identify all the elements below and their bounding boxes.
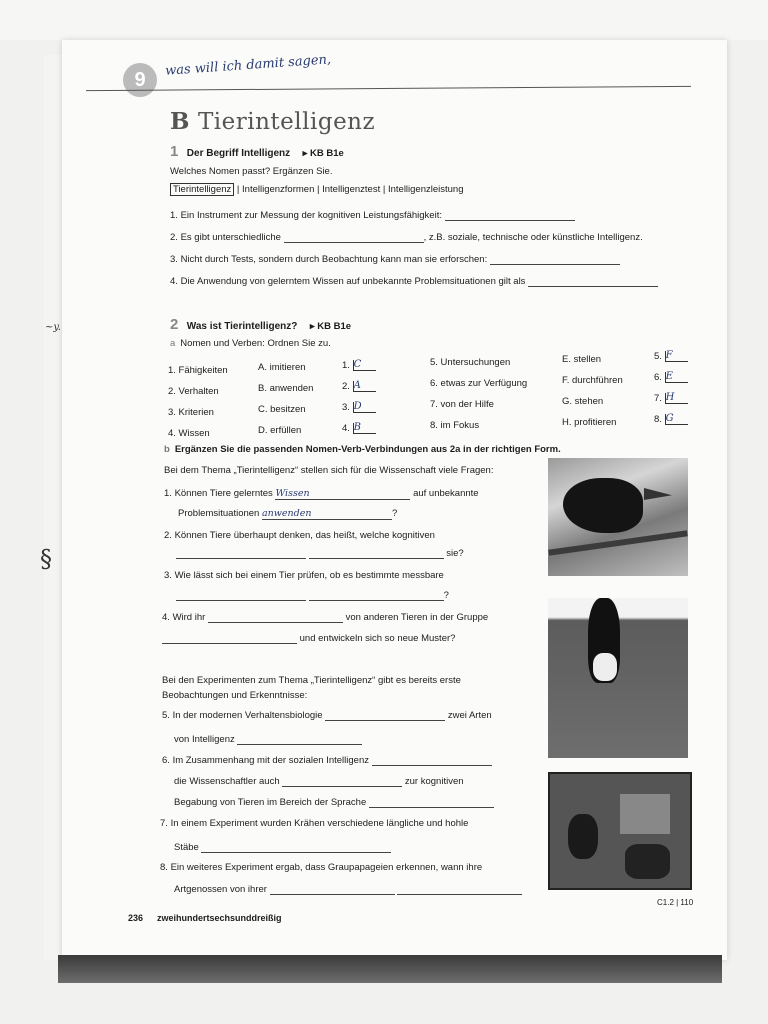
sentence-5: 5. In der modernen Verhaltensbiologie zwei Arten bbox=[162, 710, 492, 721]
s-text: In einem Experiment wurden Krähen verschiedene längliche und hohle bbox=[170, 818, 469, 829]
q-text: Problemsituationen bbox=[178, 508, 260, 519]
level-label: C1.2 | 110 bbox=[657, 898, 694, 907]
title-text: Tierintelligenz bbox=[197, 109, 376, 135]
question-3-cont bbox=[176, 590, 449, 601]
q-text: ? bbox=[443, 590, 449, 601]
intro-2b: Beobachtungen und Erkenntnisse: bbox=[162, 690, 308, 701]
parrot-photo bbox=[548, 772, 692, 890]
question-1: 1. Können Tiere gelerntes Wissen auf unbekannte bbox=[164, 488, 479, 499]
answer-line[interactable] bbox=[445, 219, 575, 221]
sentence-6-cont bbox=[174, 776, 464, 787]
verb-item: E. stellen bbox=[562, 354, 602, 365]
option-3: Intelligenztest bbox=[322, 184, 381, 195]
verbs-column-2 bbox=[562, 349, 623, 433]
page-title bbox=[170, 108, 375, 135]
page-number: 236 bbox=[128, 913, 144, 923]
ex2-heading bbox=[170, 316, 351, 334]
sentence-5-cont bbox=[174, 734, 362, 745]
question-4: 4. Wird ihr von anderen Tieren in der Gruppe bbox=[162, 612, 489, 623]
noun-item: 4. Wissen bbox=[168, 428, 210, 439]
question-3: 3. Wie lässt sich bei einem Tier prüfen, ob es bestimmte messbare bbox=[164, 570, 444, 581]
q-text: von anderen Tieren in der Gruppe bbox=[345, 612, 489, 623]
chapter-badge: 9 bbox=[123, 63, 157, 97]
answer-number: 4. bbox=[342, 423, 350, 434]
section-letter: B bbox=[170, 108, 190, 135]
ex2-title: Was ist Tierintelligenz? bbox=[186, 321, 298, 332]
intro-2a: Bei den Experimenten zum Thema „Tierintelligenz“ gibt es bereits erste bbox=[162, 675, 461, 686]
q-text: Können Tiere überhaupt denken, das heißt, welche kognitiven bbox=[174, 530, 435, 541]
sentence-6-cont2 bbox=[174, 797, 494, 808]
item-text: Die Anwendung von gelerntem Wissen auf unbekannte Problemsituationen gilt als bbox=[180, 276, 526, 287]
verb-item: G. stehen bbox=[562, 396, 604, 407]
answer-line[interactable] bbox=[201, 851, 391, 853]
ex2a-text: Nomen und Verben: Ordnen Sie zu. bbox=[180, 338, 331, 349]
beak-shape bbox=[644, 488, 672, 500]
sentence-8-cont bbox=[174, 884, 522, 895]
s-text: Stäbe bbox=[174, 842, 199, 853]
question-2-cont bbox=[176, 548, 464, 559]
ex1-item-4 bbox=[170, 276, 658, 287]
answer-line[interactable] bbox=[309, 557, 444, 559]
option-4: Intelligenzleistung bbox=[387, 184, 464, 195]
ex1-heading bbox=[170, 143, 344, 161]
handwritten-note: was will ich damit sagen, bbox=[164, 52, 332, 79]
answer-box[interactable]: E bbox=[665, 372, 688, 383]
dog-chest-shape bbox=[593, 653, 617, 681]
answer-line[interactable] bbox=[270, 893, 395, 895]
answer-box[interactable]: B bbox=[353, 423, 376, 434]
margin-note: ~y. bbox=[45, 322, 61, 333]
option-1: Tierintelligenz bbox=[170, 183, 234, 196]
ex1-item-1 bbox=[170, 210, 575, 221]
verb-item: A. imitieren bbox=[258, 362, 306, 373]
sentence-7: 7. In einem Experiment wurden Krähen verschiedene längliche und hohle bbox=[160, 818, 469, 829]
verb-item: H. profitieren bbox=[562, 417, 617, 428]
verb-item: D. erfüllen bbox=[258, 425, 302, 436]
ex2-number: 2 bbox=[170, 316, 179, 333]
q-text: Können Tiere gelerntes bbox=[174, 488, 273, 499]
answer-number: 1. bbox=[342, 360, 350, 371]
answer-box[interactable]: G bbox=[665, 414, 688, 425]
ex2b-instruction bbox=[164, 444, 561, 455]
noun-item: 3. Kriterien bbox=[168, 407, 214, 418]
s-text: Ein weiteres Experiment ergab, dass Graupapageien erkennen, wann ihre bbox=[170, 862, 483, 873]
noun-item: 6. etwas zur Verfügung bbox=[430, 378, 528, 389]
object-shape bbox=[620, 794, 670, 834]
answer-line[interactable] bbox=[237, 743, 362, 745]
s-text: zwei Arten bbox=[447, 710, 492, 721]
ex2a-label: a bbox=[170, 338, 176, 349]
q-text: auf unbekannte bbox=[413, 488, 479, 499]
answer-line[interactable] bbox=[397, 893, 522, 895]
page-footer bbox=[128, 913, 282, 923]
ex1-options: Tierintelligenz | Intelligenzformen | Intelligenztest | Intelligenzleistung bbox=[170, 184, 464, 195]
sentence-6: 6. Im Zusammenhang mit der sozialen Intelligenz bbox=[162, 755, 492, 766]
answer-fill[interactable]: anwenden bbox=[262, 508, 392, 520]
ex2b-intro: Bei dem Thema „Tierintelligenz“ stellen sich für die Wissenschaft viele Fragen: bbox=[164, 465, 494, 476]
s-text: zur kognitiven bbox=[404, 776, 464, 787]
answer-line[interactable] bbox=[528, 285, 658, 287]
object-shape bbox=[625, 844, 670, 879]
s-text: In der modernen Verhaltensbiologie bbox=[172, 710, 323, 721]
background-top bbox=[0, 0, 768, 40]
item-number: 3. bbox=[170, 254, 178, 265]
answer-number: 7. bbox=[654, 393, 662, 404]
noun-item: 7. von der Hilfe bbox=[430, 399, 494, 410]
nouns-column-2 bbox=[430, 352, 527, 436]
ex1-ref: ▸ KB B1e bbox=[302, 148, 344, 159]
ex2b-label: b bbox=[164, 444, 170, 455]
answer-line[interactable] bbox=[309, 599, 444, 601]
item-number: 2. bbox=[170, 232, 178, 243]
answer-number: 3. bbox=[342, 402, 350, 413]
noun-item: 1. Fähigkeiten bbox=[168, 365, 228, 376]
ex2b-text: Ergänzen Sie die passenden Nomen-Verb-Verbindungen aus 2a in der richtigen Form. bbox=[174, 444, 561, 455]
verb-item: C. besitzen bbox=[258, 404, 306, 415]
answer-box[interactable]: H bbox=[665, 393, 688, 404]
noun-item: 2. Verhalten bbox=[168, 386, 219, 397]
ex1-item-3 bbox=[170, 254, 620, 265]
item-text: Es gibt unterschiedliche bbox=[180, 232, 281, 243]
parrot-shape bbox=[568, 814, 598, 859]
crow-shape bbox=[563, 478, 643, 533]
answer-box[interactable]: C bbox=[353, 360, 376, 371]
answer-number: 5. bbox=[654, 351, 662, 362]
s-text: von Intelligenz bbox=[174, 734, 235, 745]
question-1-cont bbox=[178, 508, 397, 520]
s-text: Im Zusammenhang mit der sozialen Intelligenz bbox=[172, 755, 369, 766]
answer-line[interactable] bbox=[325, 719, 445, 721]
answer-number: 2. bbox=[342, 381, 350, 392]
item-number: 4. bbox=[170, 276, 178, 287]
answers-column-1 bbox=[342, 355, 376, 439]
noun-item: 8. im Fokus bbox=[430, 420, 480, 431]
crow-photo bbox=[548, 458, 688, 576]
verbs-column-1 bbox=[258, 357, 313, 441]
q-text: Wird ihr bbox=[172, 612, 206, 623]
ex1-title: Der Begriff Intelligenz bbox=[186, 148, 291, 159]
ex2a-instruction bbox=[170, 338, 331, 349]
ex1-item-2 bbox=[170, 232, 643, 243]
s-text: Artgenossen von ihrer bbox=[174, 884, 267, 895]
answer-line[interactable] bbox=[372, 764, 492, 766]
page-number-words: zweihundertsechsunddreißig bbox=[157, 913, 282, 923]
q-text: ? bbox=[391, 508, 398, 519]
item-text-after: , z.B. soziale, technische oder künstliche Intelligenz. bbox=[423, 232, 643, 243]
answer-number: 6. bbox=[654, 372, 662, 383]
verb-item: F. durchführen bbox=[562, 375, 623, 386]
dog-photo bbox=[548, 598, 688, 758]
answer-line[interactable] bbox=[282, 785, 402, 787]
option-2: Intelligenzformen bbox=[242, 184, 315, 195]
ex1-number: 1 bbox=[170, 143, 179, 160]
branch-shape bbox=[548, 530, 687, 555]
item-number: 1. bbox=[170, 210, 178, 221]
answer-line[interactable] bbox=[162, 642, 297, 644]
margin-mark: § bbox=[40, 545, 52, 573]
q-text: Wie lässt sich bei einem Tier prüfen, ob es bestimmte messbare bbox=[174, 570, 444, 581]
nouns-column-1 bbox=[168, 360, 228, 444]
item-text: Ein Instrument zur Messung der kognitiven Leistungsfähigkeit: bbox=[180, 210, 442, 221]
answer-line[interactable] bbox=[208, 621, 343, 623]
item-text: Nicht durch Tests, sondern durch Beobachtung kann man sie erforschen: bbox=[180, 254, 488, 265]
question-2: 2. Können Tiere überhaupt denken, das heißt, welche kognitiven bbox=[164, 530, 435, 541]
answer-fill[interactable]: Wissen bbox=[275, 488, 410, 500]
answers-column-2 bbox=[654, 346, 688, 430]
answer-line[interactable] bbox=[369, 806, 494, 808]
bottom-shadow bbox=[58, 955, 722, 983]
sentence-7-cont bbox=[174, 842, 391, 853]
answer-line[interactable] bbox=[490, 263, 620, 265]
s-text: Begabung von Tieren im Bereich der Sprache bbox=[174, 797, 367, 808]
answer-line[interactable] bbox=[176, 557, 306, 559]
s-text: die Wissenschaftler auch bbox=[174, 776, 280, 787]
verb-item: B. anwenden bbox=[258, 383, 314, 394]
answer-box[interactable]: F bbox=[665, 351, 688, 362]
sentence-8: 8. Ein weiteres Experiment ergab, dass Graupapageien erkennen, wann ihre bbox=[160, 862, 483, 873]
question-4-cont bbox=[162, 633, 455, 644]
answer-line[interactable] bbox=[176, 599, 306, 601]
q-text: und entwickeln sich so neue Muster? bbox=[299, 633, 456, 644]
q-text: sie? bbox=[446, 548, 464, 559]
answer-line[interactable] bbox=[284, 241, 424, 243]
ex1-instruction: Welches Nomen passt? Ergänzen Sie. bbox=[170, 166, 333, 177]
answer-number: 8. bbox=[654, 414, 662, 425]
answer-box[interactable]: A bbox=[353, 381, 376, 392]
ex2-ref: ▸ KB B1e bbox=[309, 321, 352, 332]
answer-box[interactable]: D bbox=[353, 402, 376, 413]
noun-item: 5. Untersuchungen bbox=[430, 357, 511, 368]
